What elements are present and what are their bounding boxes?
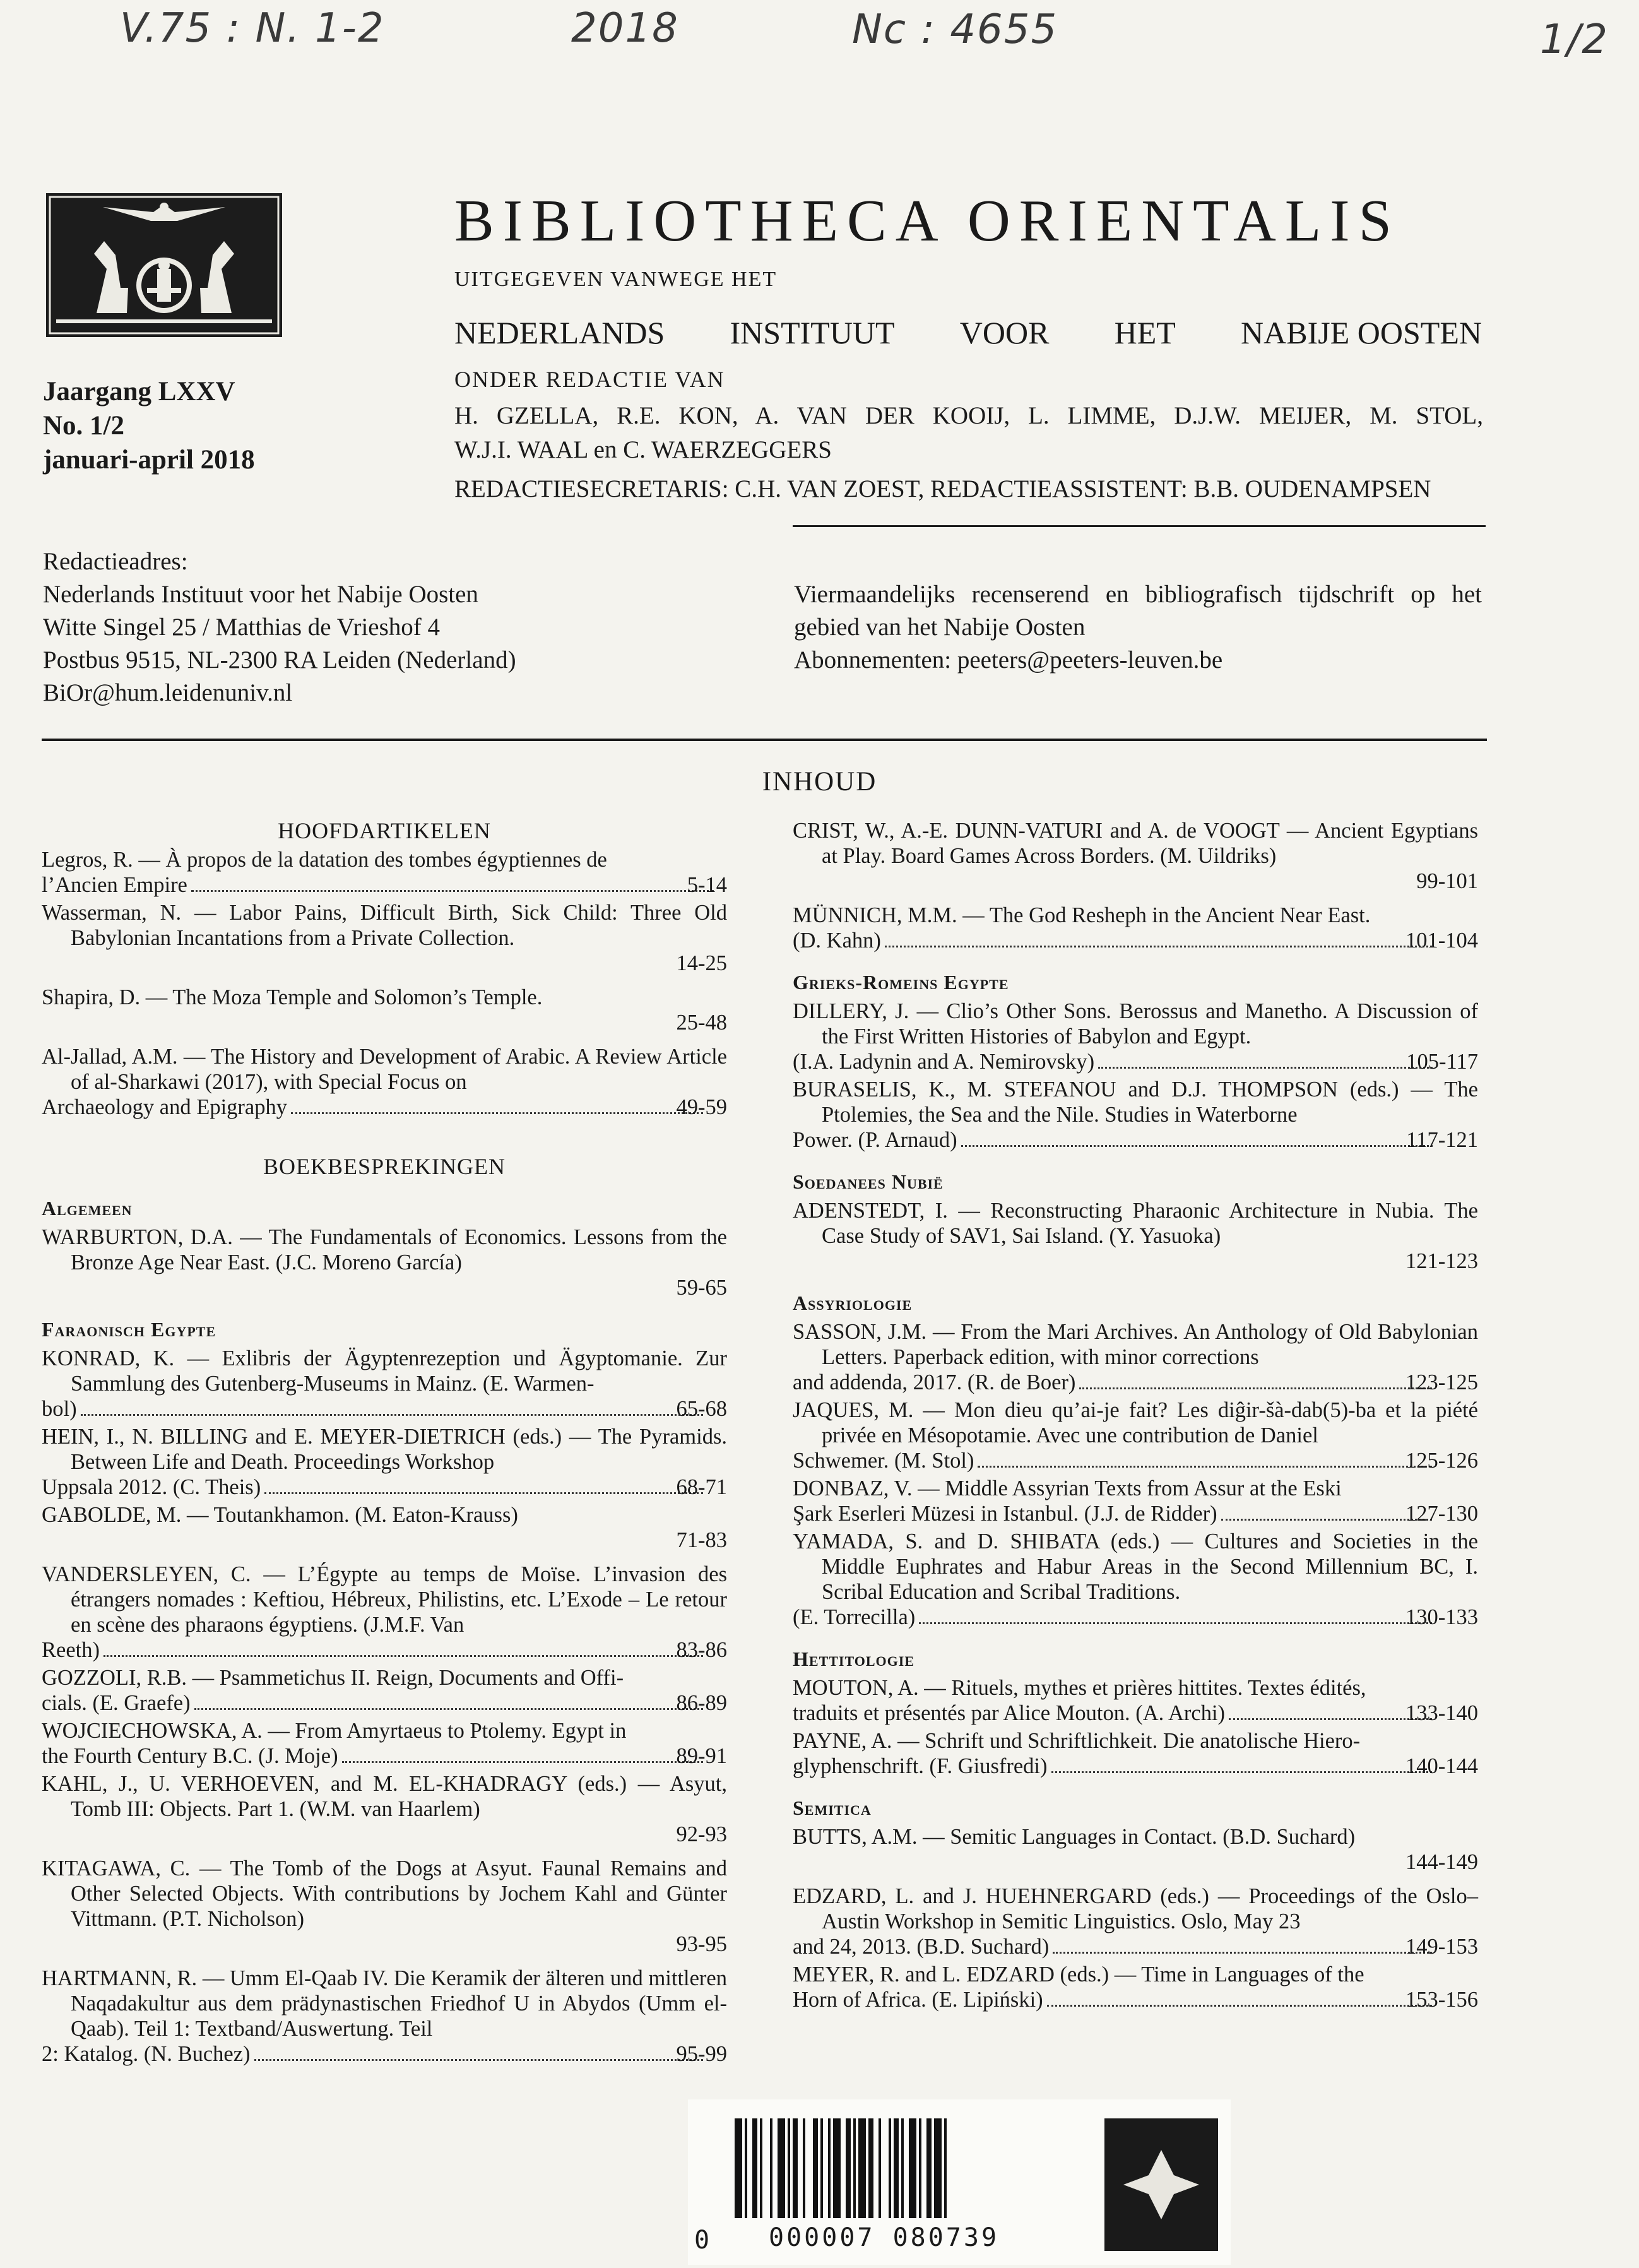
page-range: 117-121	[1406, 1128, 1478, 1152]
barcode-bar	[833, 2118, 841, 2218]
page-range: 125-126	[1405, 1449, 1478, 1473]
contents-heading: INHOUD	[762, 767, 877, 797]
page-range: 89-91	[676, 1744, 727, 1768]
page-range: 99-101	[1416, 869, 1478, 893]
entry-text: Shapira, D. — The Moza Temple and Solomon’s Temple.	[42, 985, 543, 1009]
entry-text: HEIN, I., N. BILLING and E. MEYER-DIETRICH (eds.) — The Pyramids. Between Life and Death. Proceedings Workshop	[42, 1425, 727, 1474]
page-range: 25-48	[676, 1011, 727, 1035]
dot-leader	[1051, 1771, 1433, 1773]
entry-ref-line	[793, 1049, 1478, 1074]
entry-ref-line	[793, 928, 1478, 953]
dot-leader	[191, 890, 714, 892]
page-range: 105-117	[1406, 1050, 1478, 1074]
barcode-bar	[909, 2118, 916, 2218]
page-range: 92-93	[676, 1822, 727, 1846]
barcode-digits: 000007 080739	[769, 2223, 1000, 2252]
entry-ref-line	[42, 1637, 727, 1663]
category-heading: Hettitologie	[793, 1648, 914, 1670]
entry-ref-line	[42, 872, 727, 898]
page-range: 123-125	[1405, 1370, 1478, 1394]
barcode-bar	[846, 2118, 851, 2218]
divider	[42, 739, 1487, 741]
entry-text: Şark Eserleri Müzesi in Istanbul. (J.J. de Ridder)	[793, 1502, 1217, 1526]
entry-text: Reeth)	[42, 1638, 100, 1662]
barcode-bar	[828, 2118, 831, 2218]
entry-text: HARTMANN, R. — Umm El-Qaab IV. Die Keramik der älteren und mittleren Naqadakultur aus dem prädynastischen Friedhof U in Abydos (Umm el-Qaab). Teil 1: Textband/Auswertung. Teil	[42, 1966, 727, 2041]
category-heading: Grieks-Romeins Egypte	[793, 971, 1009, 994]
entry-text: Archaeology and Epigraphy	[42, 1095, 287, 1119]
entry-text: WOJCIECHOWSKA, A. — From Amyrtaeus to Ptolemy. Egypt in	[42, 1719, 627, 1743]
entry-text: EDZARD, L. and J. HUEHNERGARD (eds.) — Proceedings of the Oslo–Austin Workshop in Semitic Linguistics. Oslo, May 23	[793, 1884, 1478, 1933]
category-heading: Soedanees Nubië	[793, 1170, 944, 1193]
entry-text: bol)	[42, 1397, 77, 1421]
page-range: 130-133	[1405, 1605, 1478, 1629]
entry-text: KONRAD, K. — Exlibris der Ägyptenrezeption und Ägyptomanie. Zur Sammlung des Gutenberg-Museums in Mainz. (E. Warmen-	[42, 1346, 727, 1396]
entry-text: and addenda, 2017. (R. de Boer)	[793, 1370, 1076, 1394]
toc-entry[interactable]	[793, 1077, 1478, 1153]
volume-period: januari-april 2018	[43, 445, 255, 475]
entry-ref-line	[42, 1475, 727, 1500]
barcode-bar	[778, 2118, 785, 2218]
page-range: 127-130	[1405, 1502, 1478, 1526]
toc-entry[interactable]	[42, 1044, 727, 1120]
entry-text: Legros, R. — À propos de la datation des tombes égyptiennes de	[42, 848, 607, 872]
editorial-lead: ONDER REDACTIE VAN	[454, 367, 725, 392]
toc-entry[interactable]	[42, 900, 727, 976]
toc-entry[interactable]	[42, 985, 727, 1035]
entry-ref-line	[793, 1701, 1478, 1726]
address-line: Postbus 9515, NL-2300 RA Leiden (Nederland)	[43, 646, 516, 674]
entry-text: JAQUES, M. — Mon dieu qu’ai-je fait? Les diĝir-šà-dab(5)-ba et la piété privée en Mésopotamie. Avec une contribution de Daniel	[793, 1398, 1478, 1447]
category-heading: Assyriologie	[793, 1291, 913, 1314]
entry-text: WARBURTON, D.A. — The Fundamentals of Economics. Lessons from the Bronze Age Near East. (J.C. Moreno García)	[42, 1225, 727, 1274]
institute-word: NABIJE OOSTEN	[1241, 315, 1482, 350]
entry-text: KITAGAWA, C. — The Tomb of the Dogs at Asyut. Faunal Remains and Other Selected Objects. With contributions by Jochem Kahl and Günter Vittmann. (P.T. Nicholson)	[42, 1856, 727, 1931]
barcode-bar	[803, 2118, 805, 2218]
toc-entry[interactable]	[42, 847, 727, 898]
journal-description	[794, 578, 1482, 677]
barcode-bar	[944, 2118, 947, 2218]
institute-name	[454, 314, 1482, 351]
toc-entry[interactable]	[793, 818, 1478, 894]
entry-text: MOUTON, A. — Rituels, mythes et prières hittites. Textes édités,	[793, 1676, 1366, 1700]
toc-entry[interactable]	[793, 1319, 1478, 1395]
toc-entry[interactable]	[793, 1962, 1478, 2012]
page-range: 65-68	[676, 1397, 727, 1421]
toc-entry[interactable]	[42, 1665, 727, 1716]
entry-text: glyphenschrift. (F. Giusfredi)	[793, 1754, 1048, 1778]
entry-ref-line	[793, 1987, 1478, 2012]
page-range: 68-71	[676, 1475, 727, 1499]
entry-ref-line	[793, 1501, 1478, 1526]
entry-text: BUTTS, A.M. — Semitic Languages in Contact. (B.D. Suchard)	[793, 1825, 1356, 1849]
entry-ref-line	[42, 1396, 727, 1422]
page-range: 86-89	[676, 1691, 727, 1715]
dot-leader	[978, 1466, 1432, 1468]
entry-text: BURASELIS, K., M. STEFANOU and D.J. THOMPSON (eds.) — The Ptolemies, the Sea and the Nile. Studies in Waterborne	[793, 1078, 1478, 1127]
page-range: 133-140	[1405, 1701, 1478, 1725]
dot-leader	[264, 1492, 702, 1494]
toc-entry[interactable]	[793, 1884, 1478, 1959]
entry-text: MÜNNICH, M.M. — The God Resheph in the Ancient Near East.	[793, 903, 1371, 927]
barcode-bar	[894, 2118, 899, 2218]
entry-ref-line	[793, 1448, 1478, 1473]
page-range: 121-123	[1405, 1249, 1478, 1273]
entry-text: YAMADA, S. and D. SHIBATA (eds.) — Cultures and Societies in the Middle Euphrates and Habur Areas in the Second Millennium BC, I. Scribal Education and Scribal Traditions.	[793, 1529, 1478, 1604]
dot-leader	[961, 1145, 1433, 1147]
entry-text: KAHL, J., U. VERHOEVEN, and M. EL-KHADRAGY (eds.) — Asyut, Tomb III: Objects. Part 1. (W.M. van Haarlem)	[42, 1772, 727, 1821]
page-range: 93-95	[676, 1932, 727, 1956]
toc-entry[interactable]	[793, 1728, 1478, 1779]
entry-ref-line	[793, 1605, 1478, 1630]
barcode-bar	[752, 2118, 757, 2218]
entry-text: DONBAZ, V. — Middle Assyrian Texts from Assur at the Eski	[793, 1476, 1342, 1500]
barcode-bar	[735, 2118, 742, 2218]
entry-ref-line	[42, 1690, 727, 1716]
entry-text: GOZZOLI, R.B. — Psammetichus II. Reign, Documents and Offi-	[42, 1666, 624, 1690]
dot-leader	[1229, 1718, 1432, 1720]
page-range: 5-14	[687, 873, 727, 897]
divider	[793, 525, 1486, 527]
entry-text: VANDERSLEYEN, C. — L’Égypte au temps de Moïse. L’invasion des étrangers nomades : Keftiou, Hébreux, Philistins, etc. L’Exode – Le retour en scène des pharaons égyptiens. (J.M.F. Van	[42, 1562, 727, 1637]
institute-word: NEDERLANDS	[454, 315, 665, 350]
entry-text: DILLERY, J. — Clio’s Other Sons. Berossus and Manetho. A Discussion of the First Written Histories of Babylon and Egypt.	[793, 999, 1478, 1048]
toc-entry[interactable]	[42, 1346, 727, 1422]
editors-line: H. GZELLA, R.E. KON, A. VAN DER KOOIJ, L. LIMME, D.J.W. MEIJER, M. STOL,	[454, 402, 1483, 429]
page-range: 83-86	[676, 1638, 727, 1662]
editorial-address	[43, 545, 516, 709]
entry-text: Uppsala 2012. (C. Theis)	[42, 1475, 261, 1499]
barcode-bar	[879, 2118, 881, 2218]
volume-info	[43, 375, 255, 477]
category-heading: Semitica	[793, 1796, 872, 1819]
barcode-bar	[793, 2118, 798, 2218]
toc-entry[interactable]	[793, 1675, 1478, 1726]
barcode-bar	[813, 2118, 818, 2218]
journal-title: BIBLIOTHECA ORIENTALIS	[454, 188, 1400, 254]
published-by-label: UITGEGEVEN VANWEGE HET	[454, 268, 778, 291]
toc-entry[interactable]	[793, 1398, 1478, 1473]
entry-text: 2: Katalog. (N. Buchez)	[42, 2042, 251, 2066]
barcode-bar	[820, 2118, 823, 2218]
entry-ref-line	[42, 1743, 727, 1769]
section-heading: BOEKBESPREKINGEN	[263, 1154, 506, 1179]
editors-line: W.J.I. WAAL en C. WAERZEGGERS	[454, 436, 832, 463]
barcode-bar	[853, 2118, 856, 2218]
barcode-bar	[919, 2118, 921, 2218]
entry-text: and 24, 2013. (B.D. Suchard)	[793, 1935, 1050, 1959]
editorial-secretary: REDACTIESECRETARIS: C.H. VAN ZOEST, REDACTIEASSISTENT: B.B. OUDENAMPSEN	[454, 475, 1431, 502]
page-range: 144-149	[1405, 1850, 1478, 1874]
dot-leader	[1221, 1519, 1432, 1521]
toc-entry[interactable]	[42, 1225, 727, 1300]
barcode-bar	[889, 2118, 891, 2218]
page-range: 49-59	[676, 1095, 727, 1119]
entry-ref-line	[793, 1934, 1478, 1959]
barcode-bar	[926, 2118, 932, 2218]
entry-text: (D. Kahn)	[793, 929, 881, 953]
toc-entry[interactable]	[42, 1502, 727, 1553]
barcode-bar	[868, 2118, 873, 2218]
toc-entry[interactable]	[42, 1771, 727, 1847]
editors-list	[454, 399, 1483, 467]
entry-text: Schwemer. (M. Stol)	[793, 1449, 974, 1473]
journal-logo	[46, 193, 282, 337]
dot-leader	[254, 2059, 703, 2061]
page-range: 71-83	[676, 1528, 727, 1552]
toc-entry[interactable]	[42, 1562, 727, 1663]
category-heading: Faraonisch Egypte	[42, 1318, 216, 1341]
entry-text: cials. (E. Graefe)	[42, 1691, 191, 1715]
institute-word: VOOR	[959, 315, 1050, 350]
barcode-bar	[760, 2118, 762, 2218]
toc-entry[interactable]	[793, 1476, 1478, 1526]
address-line: Witte Singel 25 / Matthias de Vrieshof 4	[43, 614, 441, 641]
entry-text: Al-Jallad, A.M. — The History and Development of Arabic. A Review Article of al-Sharkawi (2017), with Special Focus on	[42, 1045, 727, 1094]
volume-jaargang: Jaargang LXXV	[43, 377, 235, 407]
subscriptions: Abonnementen: peeters@peeters-leuven.be	[794, 646, 1223, 674]
entry-text: l’Ancien Empire	[42, 873, 187, 897]
dot-leader	[342, 1761, 703, 1763]
volume-number: No. 1/2	[43, 411, 124, 441]
entry-text: Power. (P. Arnaud)	[793, 1128, 957, 1152]
entry-text: MEYER, R. and L. EDZARD (eds.) — Time in Languages of the	[793, 1962, 1364, 1986]
page-range: 149-153	[1405, 1935, 1478, 1959]
barcode-bar	[858, 2118, 866, 2218]
description-text: Viermaandelijks recenserend en bibliografisch tijdschrift op het gebied van het Nabije Oosten	[794, 581, 1482, 641]
handwritten-corner-mark: 1/2	[1540, 16, 1609, 63]
entry-text: Horn of Africa. (E. Lipiński)	[793, 1988, 1043, 2012]
barcode-bar	[901, 2118, 904, 2218]
barcode-label	[688, 2099, 1231, 2265]
contents-right-column	[793, 818, 1478, 2012]
dot-leader	[885, 946, 1432, 947]
page-range: 95-99	[676, 2042, 727, 2066]
dot-leader	[104, 1655, 703, 1657]
page-range: 14-25	[676, 951, 727, 975]
category-heading: Algemeen	[42, 1197, 133, 1220]
entry-ref-line	[42, 2041, 727, 2067]
toc-entry[interactable]	[42, 1718, 727, 1769]
toc-entry[interactable]	[793, 1824, 1478, 1875]
entry-text: traduits et présentés par Alice Mouton. (A. Archi)	[793, 1701, 1226, 1725]
entry-ref-line	[42, 1095, 727, 1120]
institute-word: INSTITUUT	[730, 315, 895, 350]
barcode-bar	[770, 2118, 772, 2218]
entry-text: CRIST, W., A.-E. DUNN-VATURI and A. de VOOGT — Ancient Egyptians at Play. Board Games Across Borders. (M. Uildriks)	[793, 819, 1478, 868]
page-range: 153-156	[1405, 1988, 1478, 2012]
dot-leader	[81, 1414, 703, 1416]
barcode-bar	[745, 2118, 747, 2218]
contents-left-column	[42, 818, 727, 2067]
page-range: 59-65	[676, 1276, 727, 1300]
toc-entry[interactable]	[793, 1198, 1478, 1274]
dot-leader	[1053, 1952, 1432, 1954]
entry-text: PAYNE, A. — Schrift und Schriftlichkeit. Die anatolische Hiero-	[793, 1729, 1361, 1753]
address-line: Nederlands Instituut voor het Nabije Oosten	[43, 581, 478, 608]
entry-ref-line	[793, 1127, 1478, 1153]
toc-entry[interactable]	[42, 1966, 727, 2067]
entry-text: ADENSTEDT, I. — Reconstructing Pharaonic Architecture in Nubia. The Case Study of SAV1, Sai Island. (Y. Yasuoka)	[793, 1199, 1478, 1248]
dot-leader	[194, 1708, 703, 1710]
toc-entry[interactable]	[793, 1529, 1478, 1630]
toc-entry[interactable]	[42, 1856, 727, 1957]
handwritten-year: 2018	[571, 5, 679, 52]
entry-text: GABOLDE, M. — Toutankhamon. (M. Eaton-Krauss)	[42, 1503, 518, 1527]
entry-text: the Fourth Century B.C. (J. Moje)	[42, 1744, 338, 1768]
barcode-digit-left: 0	[694, 2226, 710, 2255]
address-email[interactable]: BiOr@hum.leidenuniv.nl	[43, 679, 293, 706]
handwritten-volume-mark: V.75 : N. 1-2	[120, 5, 385, 52]
dot-leader	[919, 1622, 1432, 1624]
dot-leader	[1079, 1387, 1432, 1389]
entry-text: (E. Torrecilla)	[793, 1605, 916, 1629]
institute-word: HET	[1114, 315, 1176, 350]
dot-leader	[1098, 1067, 1433, 1069]
handwritten-catalog-number: Nc : 4655	[852, 6, 1058, 53]
entry-text: (I.A. Ladynin and A. Nemirovsky)	[793, 1050, 1095, 1074]
toc-entry[interactable]	[793, 903, 1478, 953]
entry-ref-line	[793, 1370, 1478, 1395]
page-range: 101-104	[1405, 929, 1478, 953]
toc-entry[interactable]	[793, 999, 1478, 1074]
toc-entry[interactable]	[42, 1424, 727, 1500]
page-range: 140-144	[1405, 1754, 1478, 1778]
section-heading: HOOFDARTIKELEN	[278, 818, 491, 843]
entry-text: SASSON, J.M. — From the Mari Archives. An Anthology of Old Babylonian Letters. Paperback edition, with minor corrections	[793, 1320, 1478, 1369]
dot-leader	[291, 1112, 703, 1114]
barcode-bar	[788, 2118, 790, 2218]
entry-text: Wasserman, N. — Labor Pains, Difficult Birth, Sick Child: Three Old Babylonian Incantations from a Private Collection.	[42, 901, 727, 950]
address-label: Redactieadres:	[43, 548, 188, 575]
dot-leader	[1047, 2005, 1432, 2007]
barcode-bar	[934, 2118, 942, 2218]
entry-ref-line	[793, 1754, 1478, 1779]
